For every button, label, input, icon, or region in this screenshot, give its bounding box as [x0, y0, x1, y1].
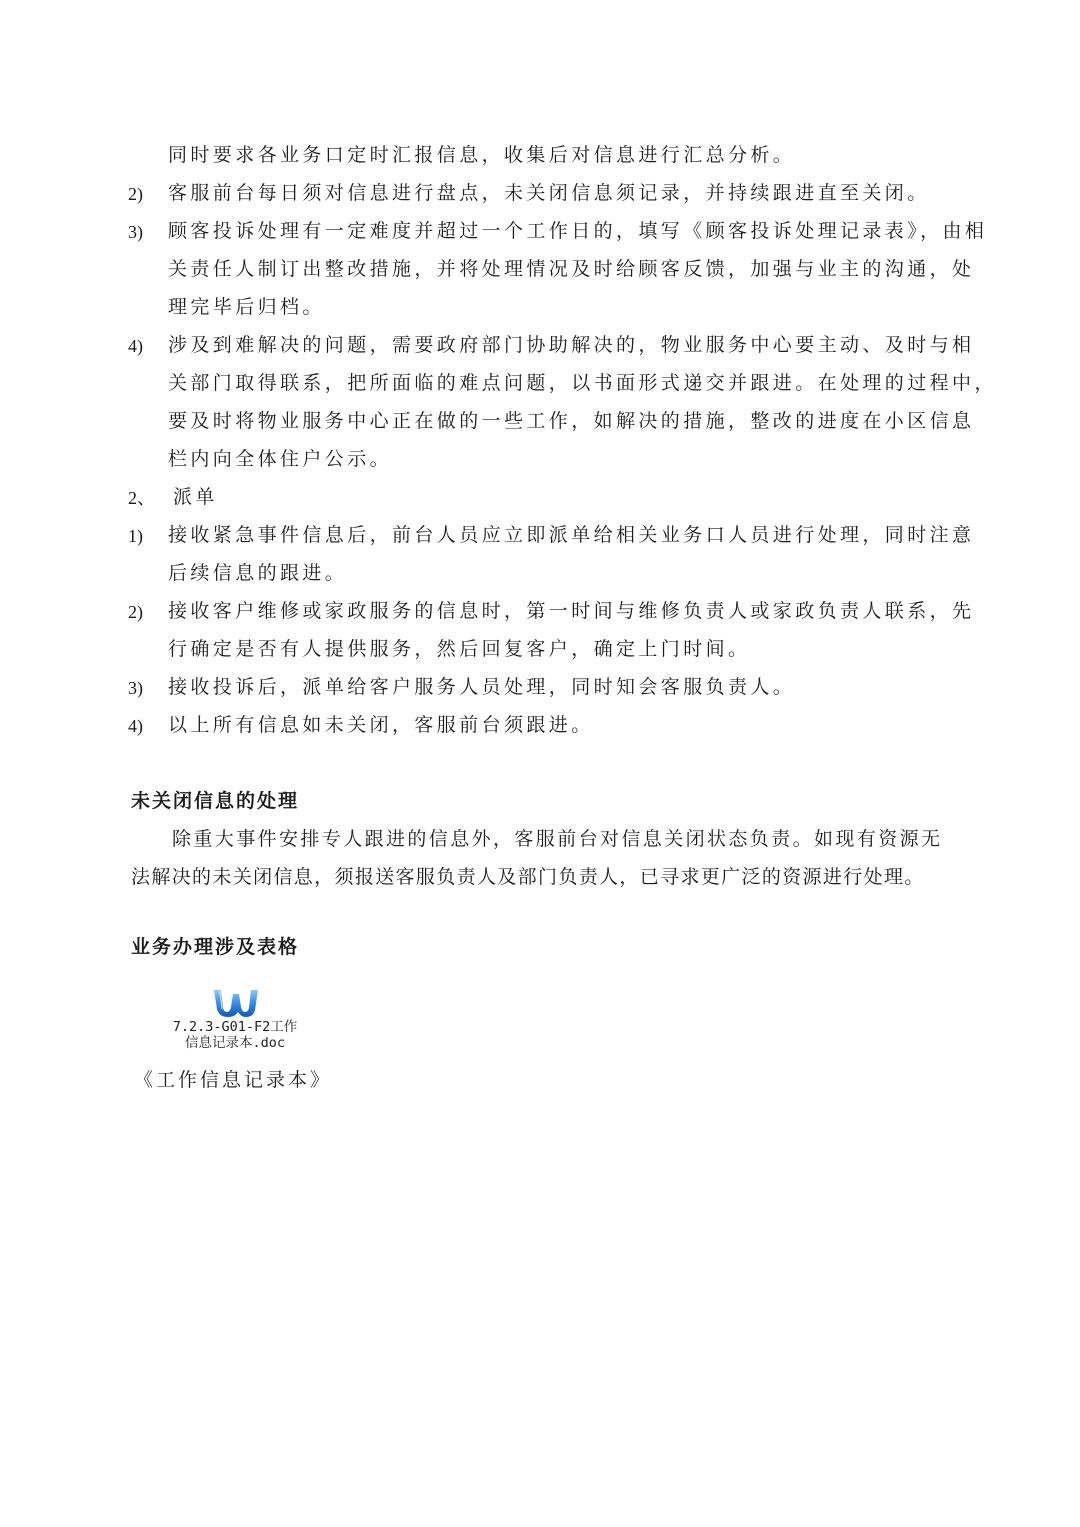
list-number: 3) — [128, 222, 143, 242]
body-text-line: 法解决的未关闭信息，须报送客服负责人及部门负责人，已寻求更广泛的资源进行处理。 — [131, 866, 925, 888]
body-text-line: 接收紧急事件信息后，前台人员应立即派单给相关业务口人员进行处理，同时注意 — [168, 524, 975, 546]
section-heading: 业务办理涉及表格 — [131, 936, 300, 958]
body-text-line: 接收投诉后，派单给客户服务人员处理，同时知会客服负责人。 — [168, 676, 796, 698]
body-text-line: 理完毕后归档。 — [168, 296, 325, 318]
body-text-line: 栏内向全体住户公示。 — [168, 448, 393, 470]
section-heading: 未关闭信息的处理 — [131, 790, 300, 812]
list-number: 2、 — [128, 488, 155, 508]
body-text-line: 涉及到难解决的问题，需要政府部门协助解决的，物业服务中心要主动、及时与相 — [168, 334, 975, 356]
body-text-line: 除重大事件安排专人跟进的信息外，客服前台对信息关闭状态负责。如现有资源无 — [172, 828, 943, 850]
body-text-line: 同时要求各业务口定时汇报信息，收集后对信息进行汇总分析。 — [168, 144, 796, 166]
list-number: 4) — [128, 336, 143, 356]
body-text-line: 以上所有信息如未关闭，客服前台须跟进。 — [168, 714, 594, 736]
list-number: 4) — [128, 716, 143, 736]
list-number: 1) — [128, 526, 143, 546]
body-text-line: 后续信息的跟进。 — [168, 562, 348, 584]
section-subtitle: 派单 — [173, 486, 218, 508]
body-text-line: 要及时将物业服务中心正在做的一些工作，如解决的措施，整改的进度在小区信息 — [168, 410, 975, 432]
attachment-word-doc[interactable] — [165, 985, 305, 1051]
word-doc-icon — [210, 985, 260, 1019]
attachment-filename: 信息记录本.doc — [184, 1035, 285, 1051]
attachment-filename: 7.2.3-G01-F2工作 — [172, 1019, 298, 1035]
body-text-line: 顾客投诉处理有一定难度并超过一个工作日的，填写《顾客投诉处理记录表》，由相 — [168, 220, 988, 242]
list-number: 3) — [128, 678, 143, 698]
body-text-line: 接收客户维修或家政服务的信息时，第一时间与维修负责人或家政负责人联系，先 — [168, 600, 975, 622]
body-text-line: 客服前台每日须对信息进行盘点，未关闭信息须记录，并持续跟进直至关闭。 — [168, 182, 930, 204]
body-text-line: 关责任人制订出整改措施，并将处理情况及时给顾客反馈，加强与业主的沟通，处 — [168, 258, 975, 280]
body-text-line: 行确定是否有人提供服务，然后回复客户，确定上门时间。 — [168, 638, 751, 660]
body-text-line: 关部门取得联系，把所面临的难点问题，以书面形式递交并跟进。在处理的过程中， — [168, 372, 997, 394]
list-number: 2) — [128, 602, 143, 622]
list-number: 2) — [128, 184, 143, 204]
attachment-caption: 《工作信息记录本》 — [134, 1069, 333, 1091]
